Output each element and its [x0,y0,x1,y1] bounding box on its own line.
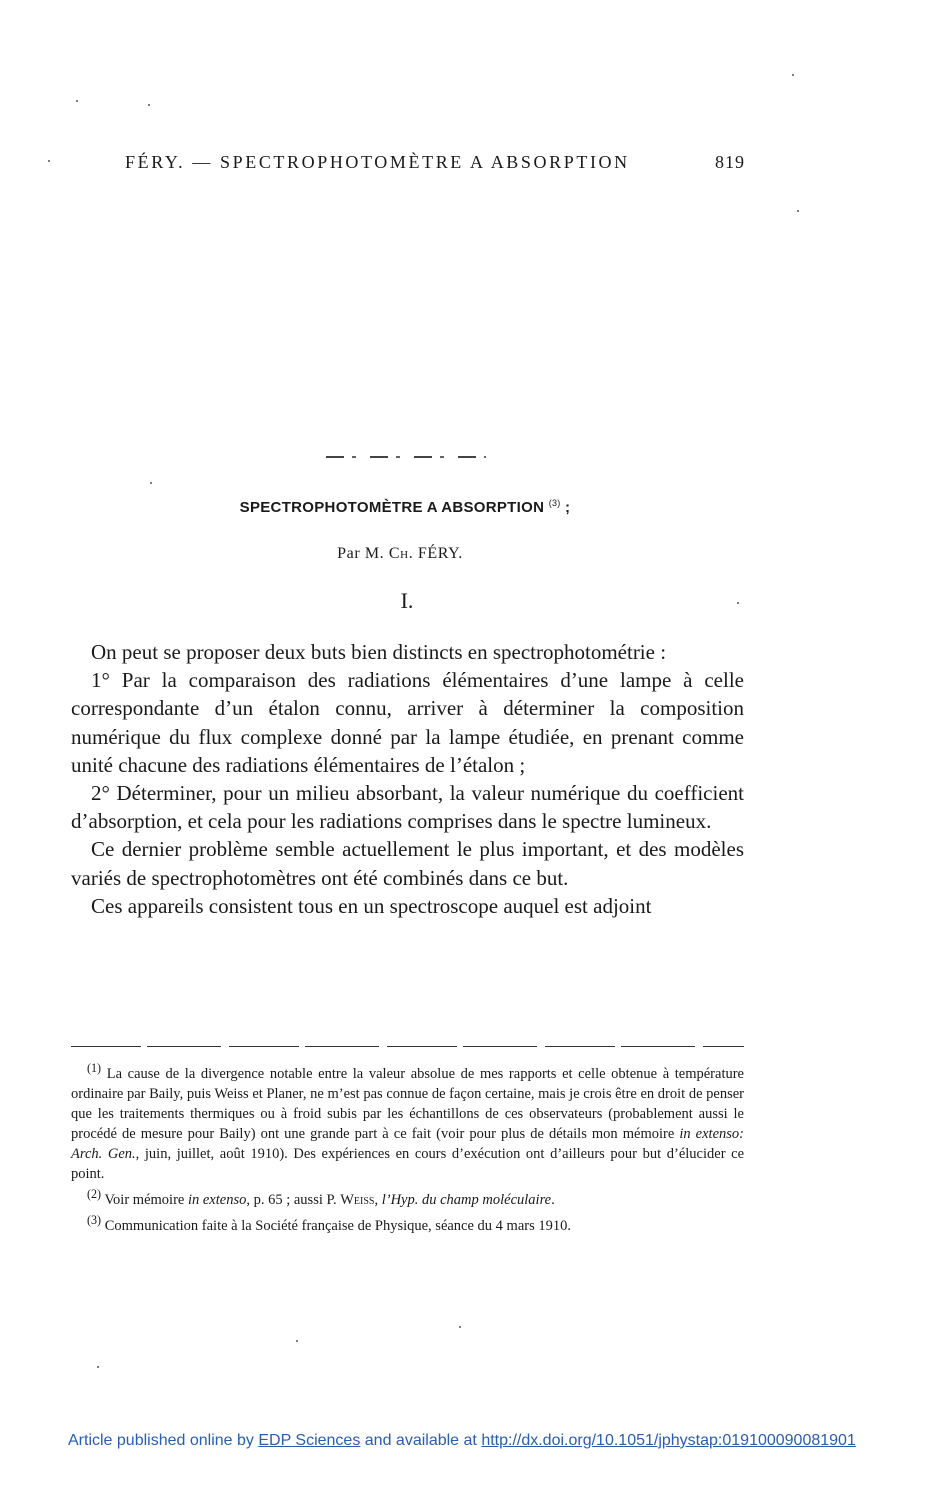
scan-speck [148,104,150,106]
scan-speck [737,602,739,604]
scan-speck [296,1340,298,1342]
footnote-3-mark: (3) [87,1212,102,1227]
footnote-2-text-b: , p. 65 ; aussi P. [246,1191,341,1208]
running-head [125,152,745,173]
separator-rule [326,456,486,458]
article-title-text: SPECTROPHOTOMÈTRE A ABSORPTION [239,499,545,516]
footnote-2-mark: (2) [87,1186,102,1201]
paragraph-1: On peut se proposer deux buts bien distincts en spectrophotométrie : [91,640,667,664]
scan-speck [76,100,78,102]
footnote-2-text-d: . [551,1191,555,1208]
author-line [0,545,800,563]
article-title [0,498,810,516]
footnote-2-smallcaps: Weiss [340,1191,375,1208]
footnote-3-text: Communication faite à la Société française de Physique, séance du 4 mars 1910. [101,1217,571,1234]
footnote-2 [71,1184,744,1210]
paragraph-3: 2° Déterminer, pour un milieu absorbant, la valeur numérique du coefficient d’absorption, et cela pour les radiations comprises dans le spectre lumineux. [71,781,744,834]
publication-banner [68,1432,856,1450]
scan-speck [797,210,799,212]
scan-speck [150,482,152,484]
scan-speck [97,1366,99,1368]
publisher-link[interactable]: EDP Sciences [258,1432,361,1449]
title-suffix: ; [560,499,571,516]
footnote-2-text-a: Voir mémoire [101,1191,188,1208]
section-number: I. [400,588,414,613]
footnote-2-text-c: , [374,1191,382,1208]
footnote-1-italic: in extenso: Arch. Gen. [71,1125,744,1162]
footnote-rule [71,1046,744,1047]
scan-speck [48,160,50,162]
footnote-1-mark: (1) [87,1061,102,1075]
footnotes [71,1058,744,1235]
author-first: Ch. [388,545,414,562]
doi-link[interactable]: http://dx.doi.org/10.1051/jphystap:019100090081901 [481,1432,856,1449]
paragraph-2: 1° Par la comparaison des radiations élémentaires d’une lampe à celle correspondante d’un étalon connu, arriver à déterminer la composition numérique du flux complexe donné par la lampe étudiée, en prenant comme unité chacune des radiations élémentaires de l’étalon ; [71,668,744,777]
footnote-3 [71,1210,744,1236]
footnote-2-italic-2: l’Hyp. du champ moléculaire [381,1191,552,1208]
footnote-1-text-b: , juin, juillet, août 1910). Des expériences en cours d’exécution ont d’ailleurs pour but d’élucider ce point. [71,1145,744,1182]
footnote-1 [71,1058,744,1184]
author-last: FÉRY. [413,545,463,562]
scan-speck [792,74,794,76]
page-number: 819 [715,152,745,172]
banner-middle: and available at [360,1432,482,1449]
paragraph-4: Ce dernier problème semble actuellement le plus important, et des modèles variés de spectrophotomètres ont été combinés dans ce but. [71,837,744,890]
running-head-title: FÉRY. — SPECTROPHOTOMÈTRE A ABSORPTION [125,152,630,172]
author-prefix: Par M. [337,545,389,562]
title-footnote-ref[interactable]: (3) [548,498,561,508]
footnote-2-italic-1: in extenso [187,1191,247,1208]
scan-speck [459,1326,461,1328]
banner-prefix: Article published online by [68,1432,259,1449]
body-text [71,638,744,920]
paragraph-5: Ces appareils consistent tous en un spectroscope auquel est adjoint [91,893,652,918]
footnote-1-text-a: La cause de la divergence notable entre la valeur absolue de mes rapports et celle obtenue à température ordinaire par Baily, puis Weiss et Planer, ne m’est pas connue de façon certaine, mais je crois être en droit de penser que les traitements thermiques ou à froid subis par les échantillons de ces observateurs (probablement aussi le procédé de mesure pour Baily) ont une grande part à ce fait (voir pour plus de détails mon mémoire [71,1065,744,1142]
